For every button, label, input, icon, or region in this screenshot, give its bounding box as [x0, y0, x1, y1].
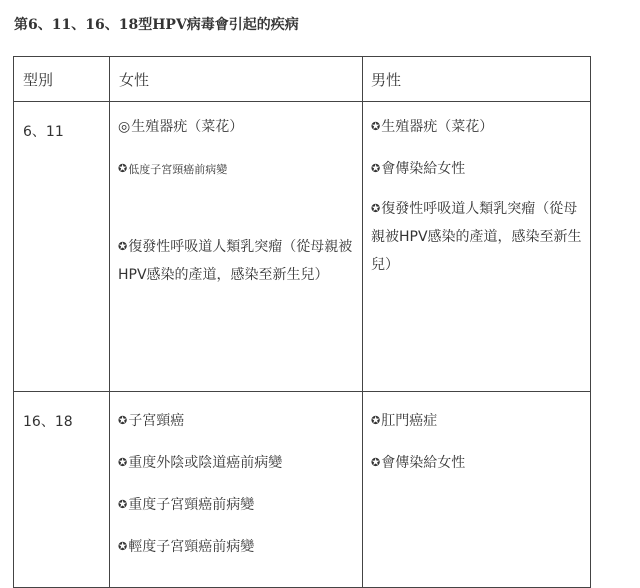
header-female: 女性: [110, 57, 363, 102]
ring-bullet-icon: ✪: [118, 540, 128, 553]
double-circle-bullet-icon: ◎: [118, 119, 131, 135]
list-item: ✪重度子宮頸癌前病變: [118, 493, 354, 517]
list-item: ✪會傳染給女性: [371, 451, 582, 475]
hpv-disease-table: [13, 56, 591, 588]
type-cell: 16、18: [14, 392, 110, 588]
ring-bullet-icon: ✪: [118, 162, 128, 175]
ring-bullet-icon: ✪: [118, 414, 128, 427]
ring-bullet-icon: ✪: [371, 414, 381, 427]
female-cell: [110, 102, 363, 392]
list-item: ✪子宮頸癌: [118, 409, 354, 433]
female-cell: [110, 392, 363, 588]
header-male: 男性: [363, 57, 591, 102]
list-item: ✪低度子宮頸癌前病變: [118, 157, 354, 182]
ring-bullet-icon: ✪: [371, 456, 381, 469]
male-cell: [363, 392, 591, 588]
ring-bullet-icon: ✪: [371, 202, 381, 215]
table-header-row: [14, 57, 591, 102]
list-item: ✪重度外陰或陰道癌前病變: [118, 451, 354, 475]
ring-bullet-icon: ✪: [118, 456, 128, 469]
list-item: ✪復發性呼吸道人類乳突瘤（從母親被HPV感染的產道，感染至新生兒）: [118, 233, 354, 289]
ring-bullet-icon: ✪: [118, 240, 128, 253]
list-item: ✪會傳染給女性: [371, 157, 582, 181]
table-row: [14, 102, 591, 392]
list-item: ◎生殖器疣（菜花）: [118, 115, 354, 139]
ring-bullet-icon: ✪: [118, 498, 128, 511]
type-cell: 6、11: [14, 102, 110, 392]
ring-bullet-icon: ✪: [371, 162, 381, 175]
male-cell: [363, 102, 591, 392]
list-item: ✪生殖器疣（菜花）: [371, 115, 582, 139]
list-item: ✪復發性呼吸道人類乳突瘤（從母親被HPV感染的產道，感染至新生兒）: [371, 195, 582, 279]
list-item: ✪肛門癌症: [371, 409, 582, 433]
list-item: ✪輕度子宮頸癌前病變: [118, 535, 354, 559]
table-row: [14, 392, 591, 588]
header-type: 型別: [14, 57, 110, 102]
ring-bullet-icon: ✪: [371, 120, 381, 133]
page-title: 第6、11、16、18型HPV病毒會引起的疾病: [14, 17, 299, 33]
